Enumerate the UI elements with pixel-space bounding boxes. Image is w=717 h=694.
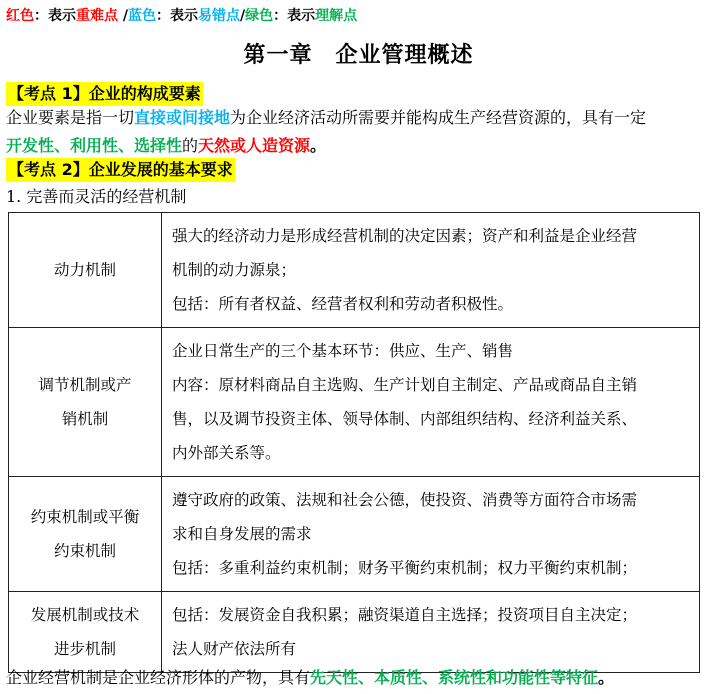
mechanism-name-line: 约束机制或平衡 [30,508,140,526]
mechanism-desc [162,592,700,673]
chapter-title: 第一章 企业管理概述 [243,43,474,68]
mechanism-name-line: 动力机制 [53,261,116,279]
table-row [9,477,700,592]
mechanism-name [9,477,162,592]
desc-line: 企业日常生产的三个基本环节：供应、生产、销售 [172,342,514,360]
section2-heading: 【考点 2】企业发展的基本要求 [6,158,235,182]
mechanism-name [9,328,162,477]
mechanism-name-line: 调节机制或产 [38,376,132,394]
footer-text-c: 。 [598,668,615,687]
legend-red-label: 红色 [6,8,34,24]
desc-line: 强大的经济动力是形成经营机制的决定因素；资产和利益是企业经营 [172,227,638,245]
desc-line: 内容：原材料商品自主选购、生产计划自主制定、产品或商品自主销 [172,376,638,394]
desc-line: 机制的动力源泉； [172,261,297,279]
mechanism-desc [162,477,700,592]
section1-paragraph [6,104,706,160]
desc-line: 包括：所有者权益、经营者权利和劳动者积极性。 [172,295,514,313]
mechanism-desc [162,213,700,328]
mechanism-table [8,212,700,673]
desc-line: 遵守政府的政策、法规和社会公德，使投资、消费等方面符合市场需 [172,491,638,509]
legend-red-value: 重难点 [76,8,118,24]
desc-line: 包括：多重利益约束机制；财务平衡约束机制；权力平衡约束机制； [172,559,638,577]
s1-text-a: 企业要素是指一切 [6,108,135,127]
mechanism-name-line: 进步机制 [53,640,116,658]
legend-blue-sep: ：表示 [156,8,198,24]
color-legend [6,5,357,27]
legend-blue-value: 易错点 [198,8,240,24]
desc-line: 包括：发展资金自我积累；融资渠道自主选择；投资项目自主决定； [172,606,638,624]
s1-text-f: 天然或人造资源 [198,136,311,155]
desc-line: 售，以及调节投资主体、领导体制、内部组织结构、经济利益关系、 [172,410,638,428]
s1-text-b: 直接或间接地 [134,108,231,127]
desc-line: 法人财产依法所有 [172,640,297,658]
mechanism-name [9,213,162,328]
legend-slash: / [240,8,246,24]
section1-heading: 【考点 1】企业的构成要素 [6,82,203,106]
s1-text-d: 开发性、利用性、选择性 [6,136,183,155]
legend-blue-label: 蓝色 [128,8,156,24]
legend-slash: / [118,8,128,24]
legend-green-value: 理解点 [315,8,358,24]
s1-text-g: 。 [310,136,327,155]
section2-footer [6,664,706,692]
legend-green-label: 绿色 [245,8,274,24]
table-row [9,592,700,673]
mechanism-name [9,592,162,673]
mechanism-name-line: 销机制 [61,410,109,428]
mechanism-name-line: 约束机制 [53,542,116,560]
mechanism-name-line: 发展机制或技术 [30,606,140,624]
legend-red-sep: ：表示 [34,8,76,24]
section2-subheading: 1. 完善而灵活的经营机制 [6,187,187,206]
legend-green-sep: ：表示 [273,8,316,24]
table-row [9,213,700,328]
footer-text-a: 企业经营机制是企业经济形体的产物，具有 [6,668,311,687]
desc-line: 内外部关系等。 [172,444,281,462]
mechanism-desc [162,328,700,477]
s1-text-e: 的 [182,136,199,155]
table-row [9,328,700,477]
desc-line: 求和自身发展的需求 [172,525,312,543]
s1-text-c: 为企业经济活动所需要并能构成生产经营资源的，具有一定 [230,108,647,127]
footer-text-b: 先天性、本质性、系统性和功能性等特征 [310,668,599,687]
